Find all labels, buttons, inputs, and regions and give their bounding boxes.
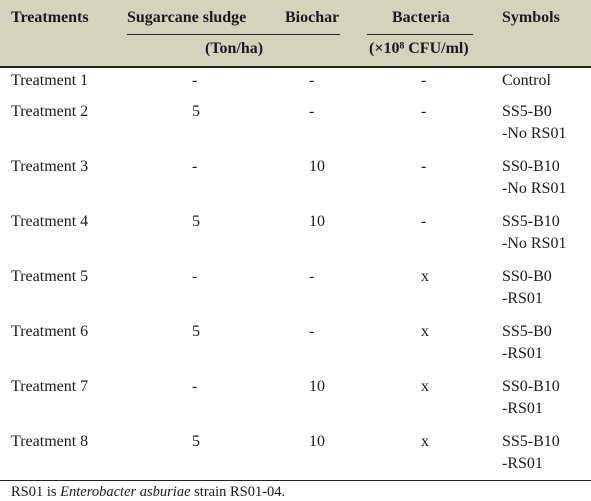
row-symbol: SS5-B10 -RS01	[502, 433, 560, 472]
row-symbol: SS0-B0 -RS01	[502, 268, 552, 307]
table-footnote	[11, 484, 285, 501]
row-treatment-label: Treatment 1	[11, 72, 89, 89]
row-sugarcane-value: -	[192, 158, 198, 175]
row-bacteria-value: -	[421, 72, 427, 89]
row-biochar-value: -	[309, 268, 315, 285]
row-symbol: SS5-B0 -No RS01	[502, 103, 567, 142]
row-symbol: SS5-B10 -No RS01	[502, 213, 567, 252]
table-bottom-rule	[0, 480, 591, 481]
row-sugarcane-value: -	[192, 378, 198, 395]
row-sugarcane-value: 5	[192, 323, 200, 340]
row-sugarcane-value: 5	[192, 213, 200, 230]
header-sugarcane-sludge: Sugarcane sludge	[127, 9, 247, 26]
row-treatment-label: Treatment 2	[11, 103, 89, 120]
footnote-species: Enterobacter asburiae	[60, 484, 191, 500]
header-biochar: Biochar	[285, 9, 340, 26]
row-sugarcane-value: -	[192, 72, 198, 89]
row-biochar-value: 10	[309, 213, 325, 230]
row-bacteria-value: x	[421, 433, 429, 450]
header-unit-ton-ha: (Ton/ha)	[205, 40, 264, 57]
row-treatment-label: Treatment 3	[11, 158, 89, 175]
row-symbol: SS5-B0 -RS01	[502, 323, 552, 362]
row-symbol: Control	[502, 72, 551, 89]
row-treatment-label: Treatment 8	[11, 433, 89, 450]
header-group-underline-amendments	[127, 34, 340, 35]
footnote-suffix: strain RS01-04.	[190, 484, 286, 500]
row-symbol: SS0-B10 -No RS01	[502, 158, 567, 197]
row-biochar-value: -	[309, 103, 315, 120]
row-sugarcane-value: -	[192, 268, 198, 285]
row-bacteria-value: x	[421, 378, 429, 395]
header-bacteria: Bacteria	[392, 9, 450, 26]
row-sugarcane-value: 5	[192, 433, 200, 450]
row-bacteria-value: x	[421, 268, 429, 285]
header-treatments: Treatments	[11, 9, 89, 26]
row-treatment-label: Treatment 5	[11, 268, 89, 285]
row-treatment-label: Treatment 6	[11, 323, 89, 340]
row-symbol: SS0-B10 -RS01	[502, 378, 560, 417]
row-treatment-label: Treatment 7	[11, 378, 89, 395]
row-sugarcane-value: 5	[192, 103, 200, 120]
row-treatment-label: Treatment 4	[11, 213, 89, 230]
row-bacteria-value: -	[421, 213, 427, 230]
row-bacteria-value: -	[421, 158, 427, 175]
row-bacteria-value: -	[421, 103, 427, 120]
header-rule	[0, 66, 591, 68]
row-biochar-value: 10	[309, 378, 325, 395]
header-symbols: Symbols	[502, 9, 560, 26]
row-bacteria-value: x	[421, 323, 429, 340]
row-biochar-value: -	[309, 323, 315, 340]
row-biochar-value: 10	[309, 158, 325, 175]
header-group-underline-bacteria	[367, 34, 473, 35]
footnote-prefix: RS01 is	[11, 484, 61, 500]
row-biochar-value: 10	[309, 433, 325, 450]
row-biochar-value: -	[309, 72, 315, 89]
header-unit-cfu-ml: (×10⁸ CFU/ml)	[369, 40, 469, 57]
